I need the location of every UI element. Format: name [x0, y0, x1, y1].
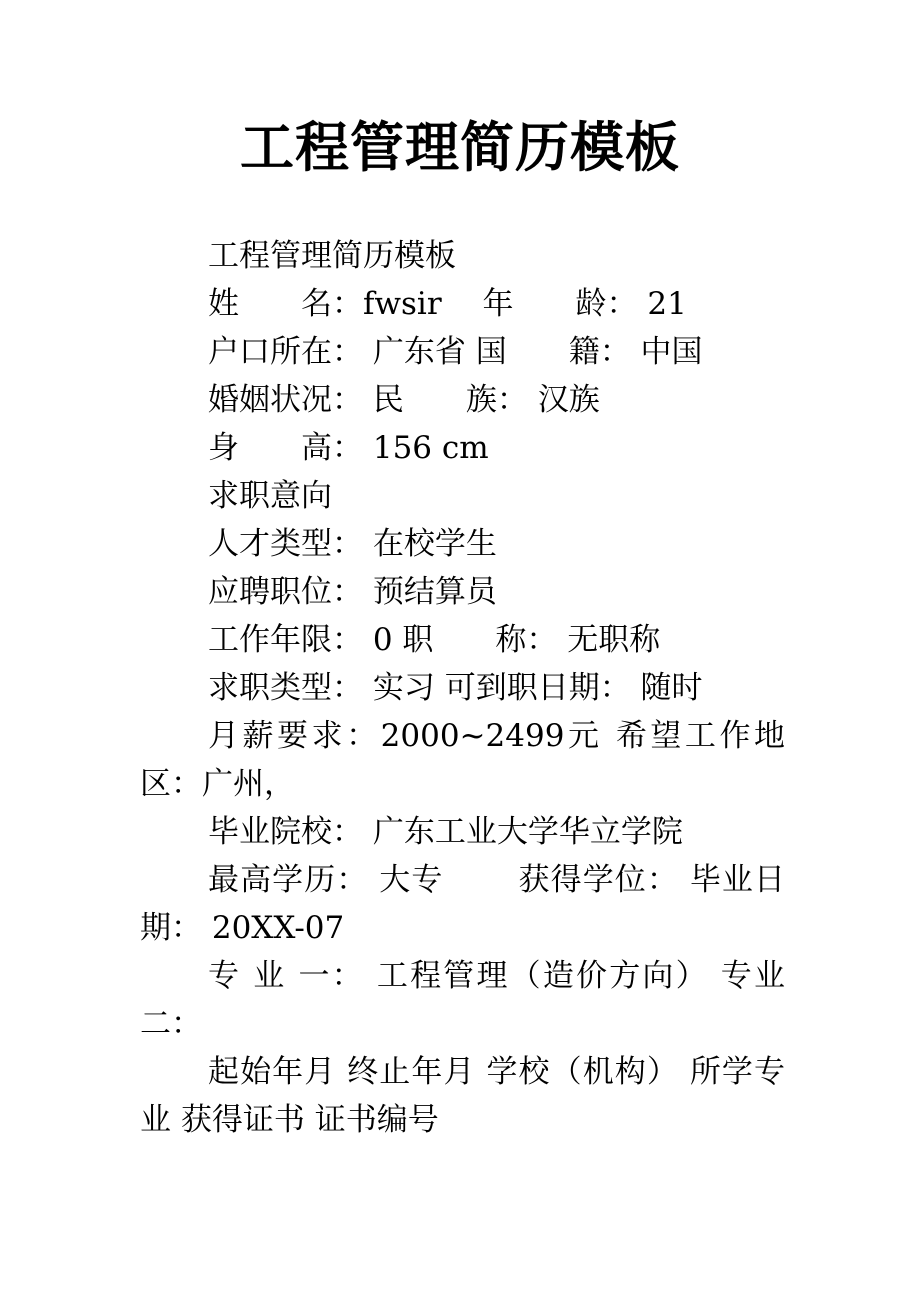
work-years-title-line: 工作年限： 0 职 称： 无职称 — [208, 622, 661, 658]
document-title: 工程管理简历模板 — [240, 115, 680, 179]
document-body — [140, 232, 785, 1144]
resume-heading: 工程管理简历模板 — [208, 238, 456, 274]
major-line: 专 业 一： 工程管理（造价方向） 专业 二： — [140, 958, 785, 1042]
school-line: 毕业院校： 广东工业大学华立学院 — [208, 814, 683, 850]
marital-ethnicity-line: 婚姻状况： 民 族： 汉族 — [208, 382, 600, 418]
job-type-availability-line: 求职类型： 实习 可到职日期： 随时 — [208, 670, 703, 706]
salary-location-line: 月薪要求：2000~2499元 希望工作地区：广州， — [140, 718, 785, 802]
hukou-nationality-line: 户口所在： 广东省 国 籍： 中国 — [208, 334, 703, 370]
education-table-header-line: 起始年月 终止年月 学校（机构） 所学专业 获得证书 证书编号 — [140, 1054, 785, 1138]
height-line: 身 高： 156 cm — [208, 430, 489, 466]
education-degree-line: 最高学历： 大专 获得学位： 毕业日期： 20XX-07 — [140, 862, 785, 946]
job-intention-heading: 求职意向 — [208, 478, 332, 514]
name-age-line: 姓 名：fwsir 年 龄： 21 — [208, 286, 687, 322]
position-line: 应聘职位： 预结算员 — [208, 574, 497, 610]
talent-type-line: 人才类型： 在校学生 — [208, 526, 497, 562]
